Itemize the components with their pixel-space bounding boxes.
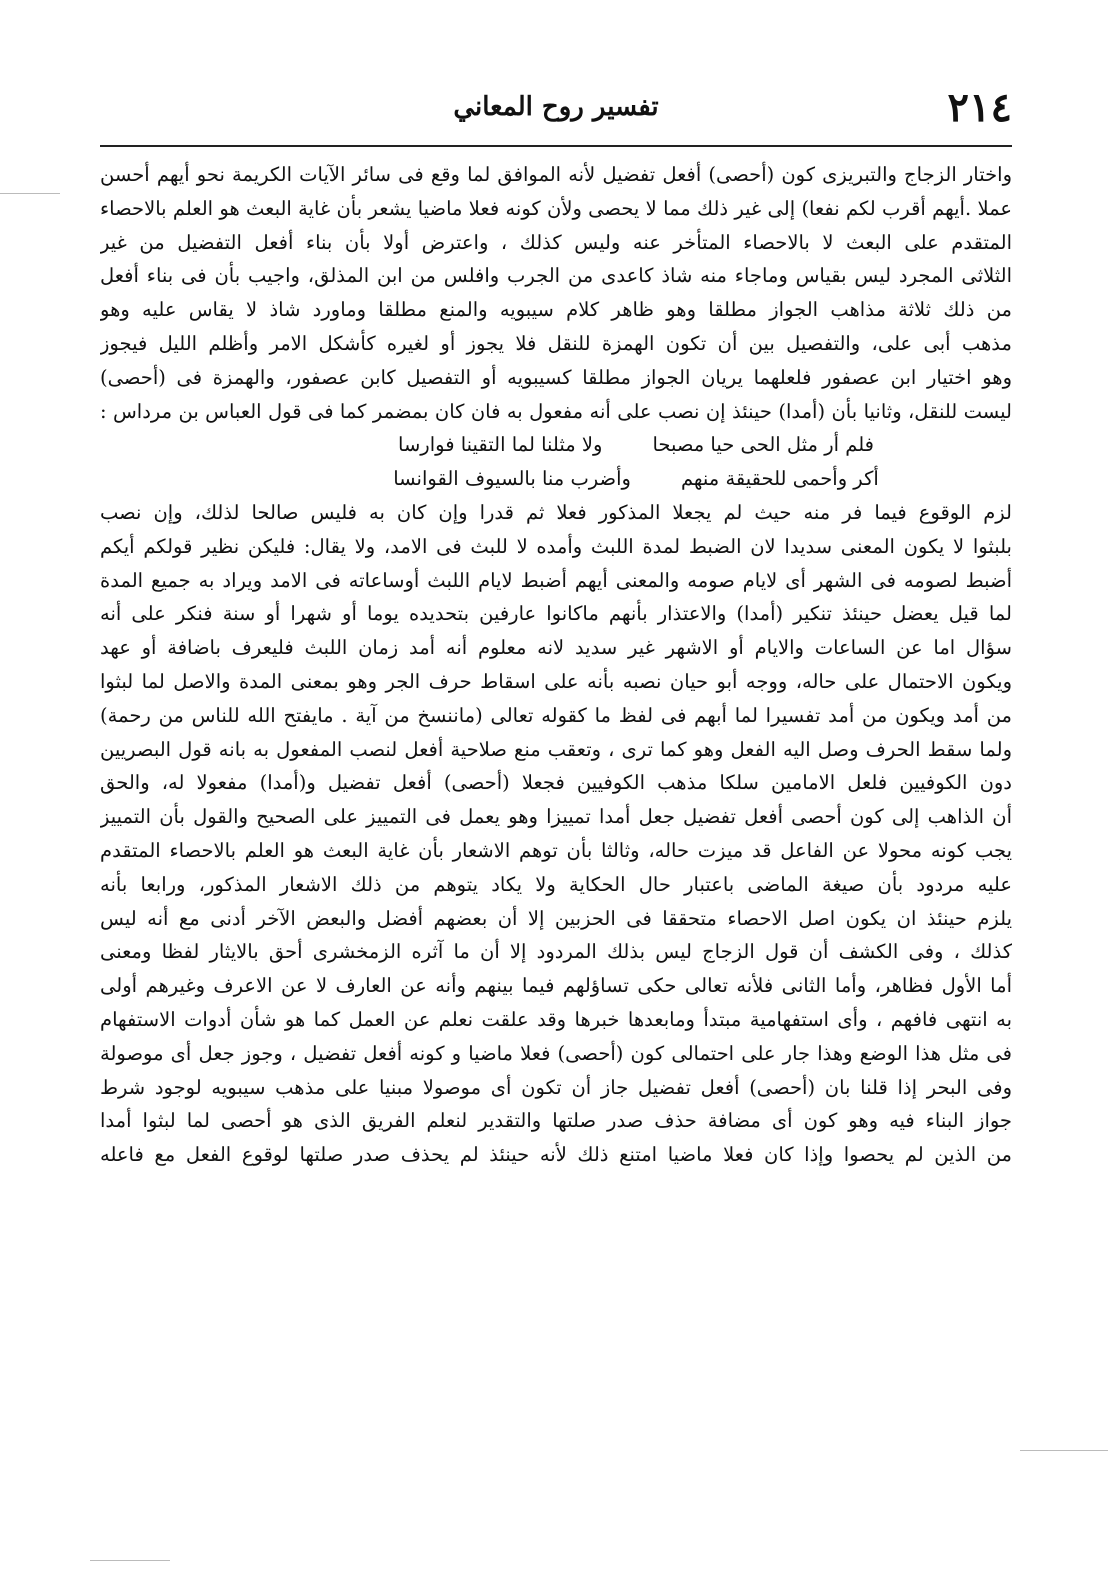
- text-line: ولما سقط الحرف وصل اليه الفعل وهو كما ترى ، وتعقب منع صلاحية أفعل لنصب المفعول به بانه قول البصريين: [100, 737, 1012, 761]
- text-line: فى مثل هذا الوضع وهذا جار على احتمالى كون (أحصى) فعلا ماضيا و كونه أفعل تفضيل ، وجوز جعل أى موصولة: [100, 1041, 1012, 1065]
- text-line: ويكون الاحتمال على حاله، ووجه أبو حيان نصبه بأنه على اسقاط حرف الجر وهو بمعنى المدة والاصل لما لبثوا: [100, 669, 1012, 693]
- text-line: دون الكوفيين فلعل الامامين سلكا مذهب الكوفيين فجعلا (أحصى) أفعل تفضيل و(أمدا) مفعولا له، والحق: [100, 771, 1012, 795]
- text-line: عليه مردود بأن صيغة الماضى باعتبار حال الحكاية ولا يكاد يتوهم من ذلك الاشعار المذكور، ورابعا بأنه: [100, 872, 1012, 896]
- text-line: من ذلك ثلاثة مذاهب الجواز مطلقا وهو ظاهر كلام سيبويه والمنع مطلقا وماورد شاذ لا يقاس عليه وهو: [100, 298, 1012, 322]
- text-line: سؤال اما عن الساعات والايام أو الاشهر غير سديد لانه معلوم أنه أمد زمان اللبث فليعرف باضافة أو عهد: [100, 636, 1012, 660]
- text-line: وفى البحر إذا قلنا بان (أحصى) أفعل تفضيل جاز أن تكون أى موصولا مبنيا على مذهب سيبويه لوجود شرط: [100, 1075, 1012, 1099]
- text-line: أن الذاهب إلى كون أحصى أفعل تفضيل جعل أمدا تمييزا وهو يعمل فى التمييز على الصحيح والقول بأن التمييز: [100, 805, 1012, 829]
- text-line: بلبثوا لا يكون المعنى سديدا لان الضبط لمدة اللبث وأمده لا للبث فى الامد، ولا يقال: فليكن نظير قولكم أيكم: [100, 534, 1012, 558]
- text-line: به انتهى فافهم ، وأى استفهامية مبتدأ ومابعدها خبرها وقد علقت نعلم عن العمل كما هو شأن أدوات الاستفهام: [100, 1007, 1012, 1031]
- text-line: لما قيل يعضل حينئذ تنكير (أمدا) والاعتذار بأنهم ماكانوا عارفين بتحديده يوما أو شهرا أو سنة فنكر على أنه: [100, 602, 1012, 626]
- text-line: لزم الوقوع فيما فر منه حيث لم يجعلا المذكور فعلا ثم قدرا وإن كان به فليس صالحا لذلك، وإن نصب: [100, 500, 1012, 524]
- text-line: المتقدم على البعث لا بالاحصاء المتأخر عنه وليس كذلك ، واعترض أولا بأن بناء أفعل التفضيل من غير: [100, 230, 1012, 254]
- text-block-after-poem: [100, 496, 1012, 1172]
- text-line: يلزم حينئذ ان يكون اصل الاحصاء متحققا فى الحزبين إلا أن بعضهم أفضل والبعض الآخر أدنى مع أنه ليس: [100, 906, 1012, 930]
- text-line: مذهب أبى على، والتفصيل بين أن تكون الهمزة للنقل فلا يجوز أو لغيره كأشكل الامر وأظلم الليل فيجوز: [100, 331, 1012, 355]
- header-rule: [100, 145, 1012, 147]
- scan-artifact: [90, 1560, 170, 1561]
- text-line: كذلك ، وفى الكشف أن قول الزجاج ليس بذلك المردود إلا أن ما آثره الزمخشرى أحق بالايثار لفظا ومعنى: [100, 940, 1012, 964]
- text-line: يجب كونه محولا عن الفاعل قد ميزت حاله، وثالثا بأن توهم الاشعار بأن غاية البعث هو العلم بالاحصاء المتقدم: [100, 838, 1012, 862]
- hemistich-second: وأضرب منا بالسيوف القوانسا: [393, 467, 631, 491]
- text-line: من أمد ويكون من أمد تفسيرا لما أبهم فى لفظ ما كقوله تعالى (ماننسخ من آية . مايفتح الله للناس من رحمة): [100, 703, 1012, 727]
- text-line: أما الأول فظاهر، وأما الثانى فلأنه تعالى حكى تساؤلهم فيما بينهم وأنه عن العارف لا عن الاعرف وغيرهم أولى: [100, 974, 1012, 998]
- poem-block: [100, 428, 1012, 496]
- hemistich-first: فلم أر مثل الحى حيا مصبحا: [652, 433, 874, 457]
- text-line: الثلاثى المجرد ليس بقياس وماجاء منه شاذ كاعدى من الجرب وافلس من ابن المذلق، واجيب بأن فى بناء أفعل: [100, 264, 1012, 288]
- text-line: جواز البناء فيه وهو كون أى مضافة حذف صدر صلتها والتقدير لنعلم الفريق الذى هو أحصى لما لبثوا أمدا: [100, 1109, 1012, 1133]
- text-line: ليست للنقل، وثانيا بأن (أمدا) حينئذ إن نصب على أنه مفعول به فان كان بمضمر كما فى قول العباس بن مرداس :: [100, 399, 1012, 423]
- page-number: ٢١٤: [947, 84, 1012, 131]
- text-line: واختار الزجاج والتبريزى كون (أحصى) أفعل تفضيل لأنه الموافق لما وقع فى سائر الآيات الكريمة نحو أيهم أحسن: [100, 163, 1012, 186]
- hemistich-first: أكر وأحمى للحقيقة منهم: [680, 467, 879, 491]
- text-block-before-poem: [100, 158, 1012, 428]
- text-line: وهو اختيار ابن عصفور فلعلهما يريان الجواز مطلقا كسيبويه أو التفصيل كابن عصفور، والهمزة فى (أحصى): [100, 365, 1012, 389]
- scan-artifact: [0, 193, 60, 194]
- scan-artifact: [1020, 1450, 1108, 1451]
- poem-verse: [100, 428, 1012, 462]
- text-line: من الذين لم يحصوا وإذا كان فعلا ماضيا امتنع ذلك لأنه حينئذ لم يحذف صدر صلتها لوقوع الفعل مع فاعله: [100, 1143, 1012, 1167]
- running-title: تفسير روح المعاني: [453, 92, 659, 122]
- poem-verse: [100, 462, 1012, 496]
- text-line: أضبط لصومه فى الشهر أى لايام صومه والمعنى أيهم أضبط لايام اللبث أوساعاته فى الامد ويراد به جميع المدة: [100, 568, 1012, 592]
- page-body: [100, 158, 1012, 1172]
- text-line: عملا .أيهم أقرب لكم نفعا) إلى غير ذلك مما لا يحصى ولأن كونه فعلا ماضيا يشعر بأن غاية البعث هو العلم بالاحصاء: [100, 196, 1012, 220]
- hemistich-second: ولا مثلنا لما التقينا فوارسا: [398, 433, 603, 457]
- page-header: [100, 78, 1012, 142]
